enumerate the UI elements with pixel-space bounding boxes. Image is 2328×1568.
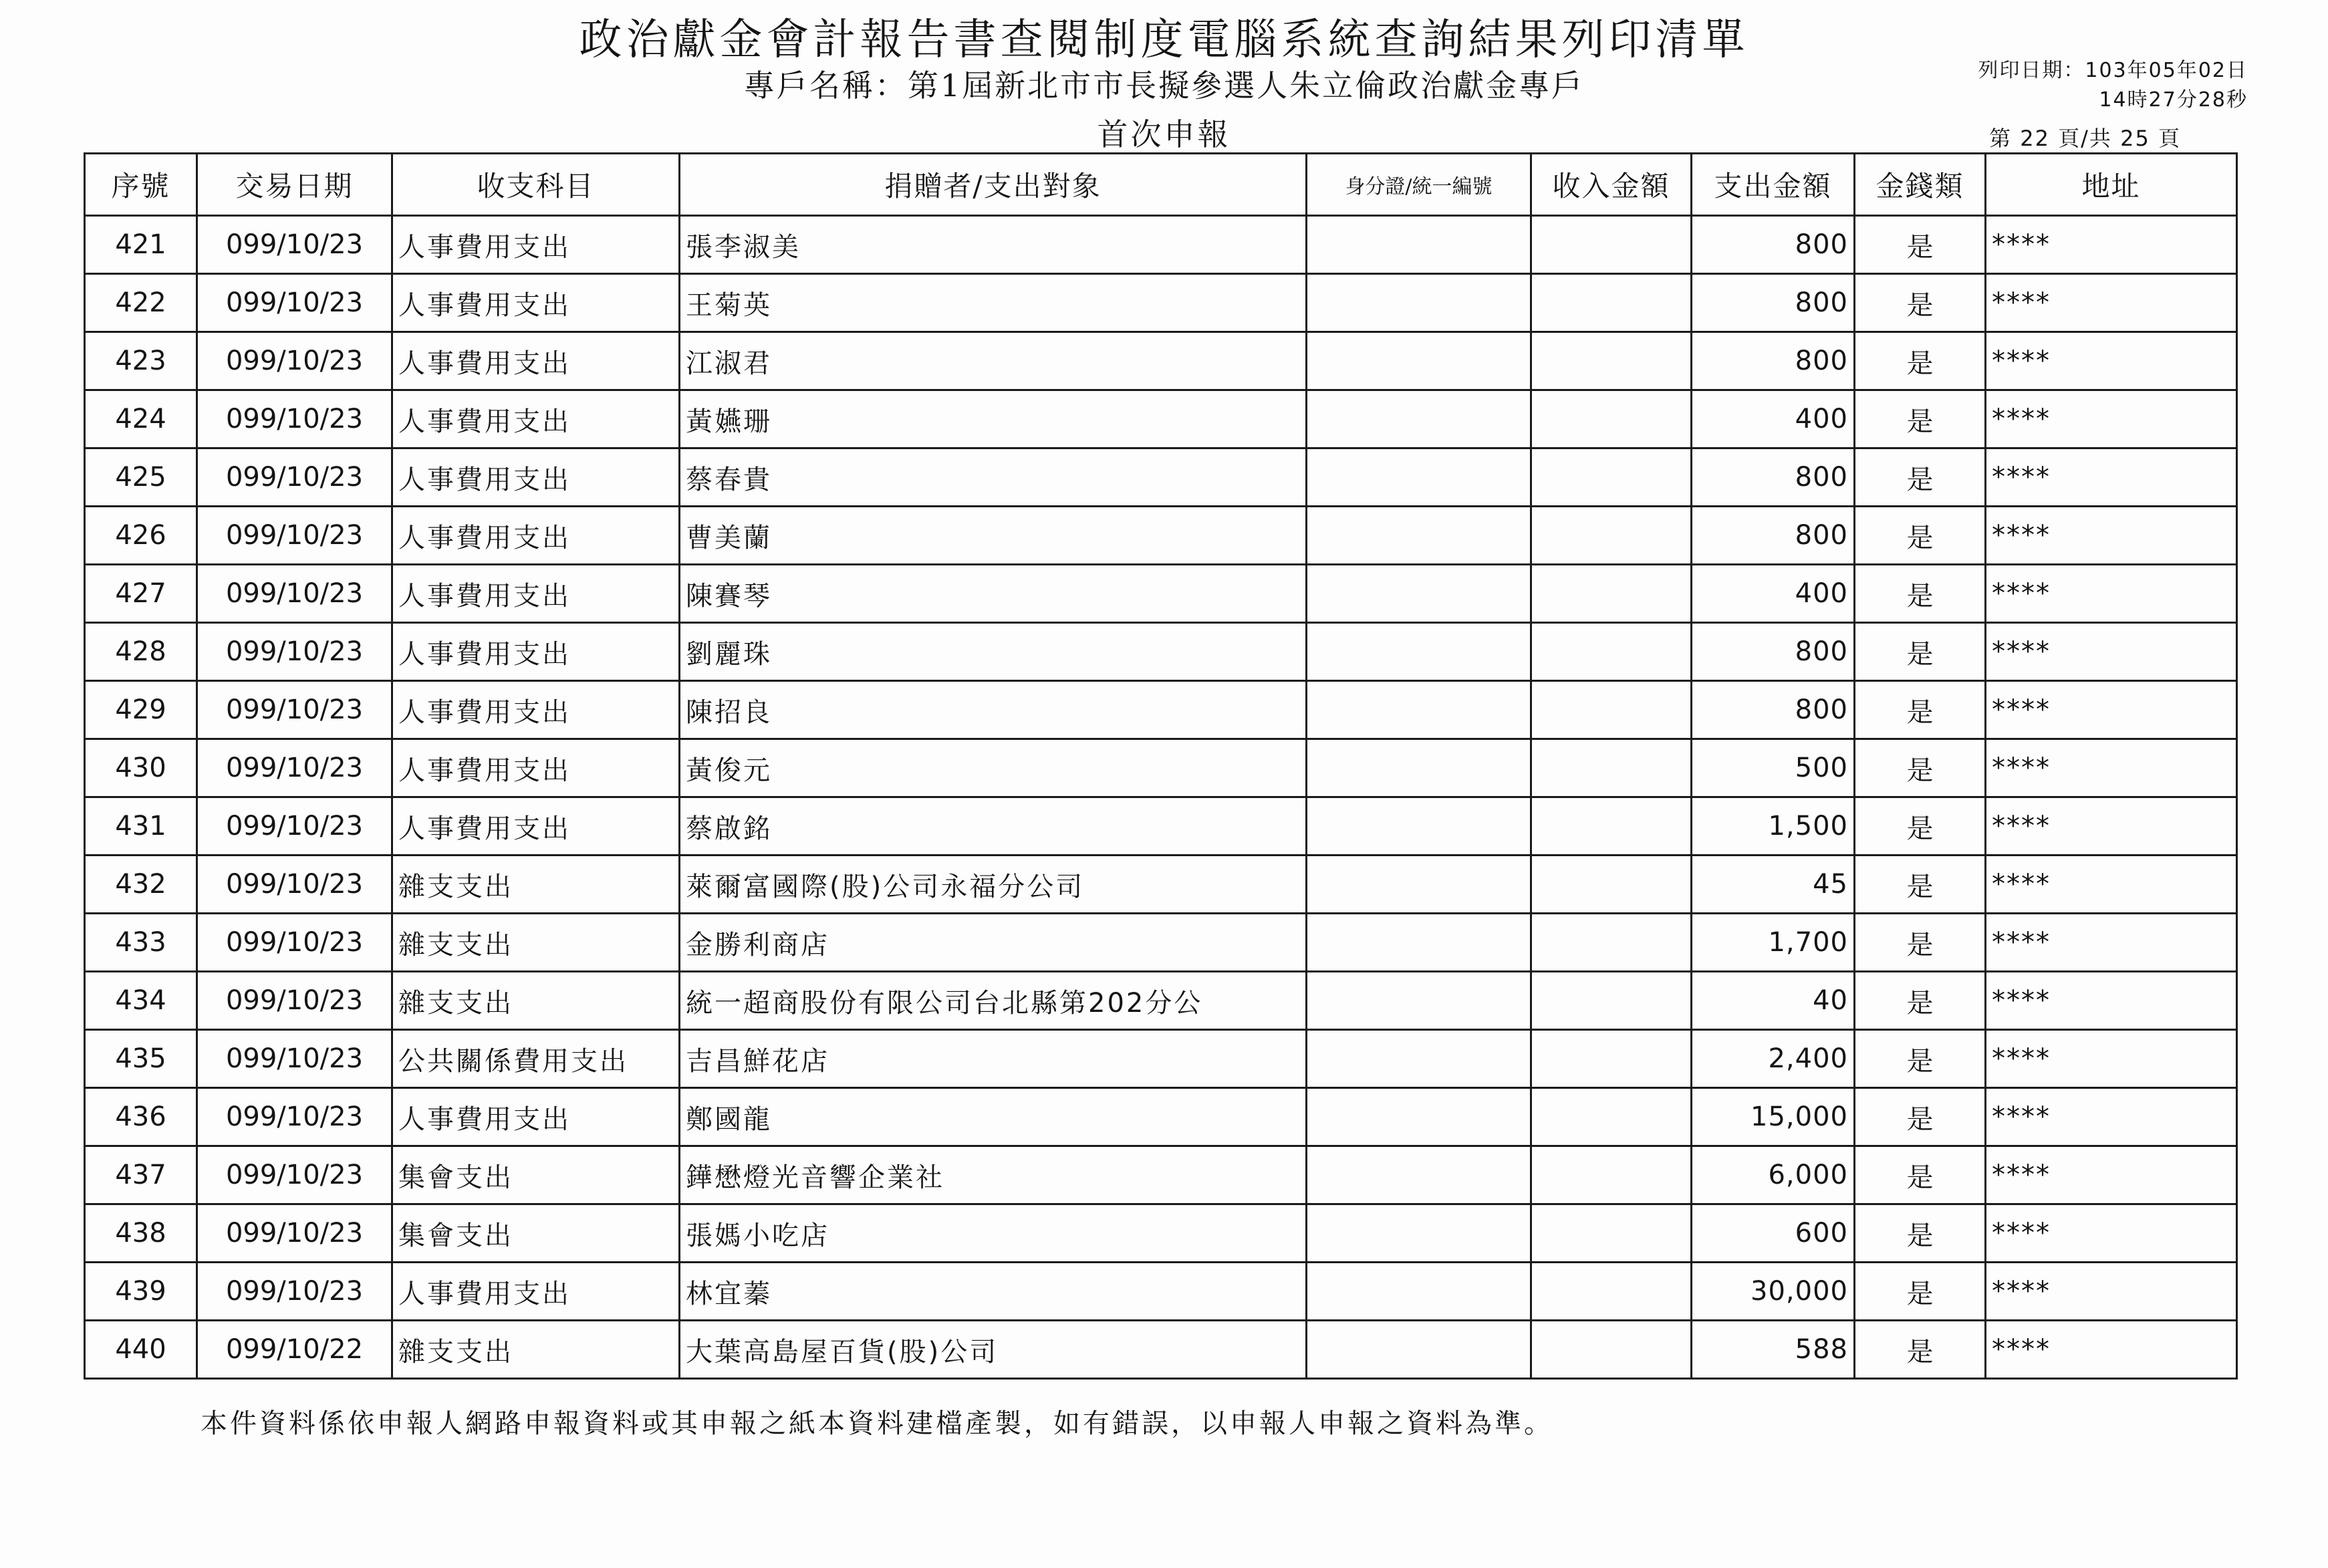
cell-category: 人事費用支出 xyxy=(392,216,680,274)
cell-id xyxy=(1307,565,1531,623)
cell-income xyxy=(1531,797,1692,856)
cell-seq: 421 xyxy=(85,216,197,274)
cell-seq: 425 xyxy=(85,448,197,507)
cell-income xyxy=(1531,332,1692,390)
cell-expense: 15,000 xyxy=(1692,1088,1855,1146)
cell-expense: 500 xyxy=(1692,739,1855,797)
cell-address: **** xyxy=(1986,1030,2237,1088)
table-row xyxy=(85,1204,2237,1263)
report-type: 首次申報 xyxy=(1097,116,1231,152)
cell-id xyxy=(1307,448,1531,507)
table-row xyxy=(85,623,2237,681)
cell-seq: 424 xyxy=(85,390,197,448)
cell-party: 大葉高島屋百貨(股)公司 xyxy=(680,1321,1307,1379)
cell-id xyxy=(1307,1088,1531,1146)
cell-monetary: 是 xyxy=(1855,1030,1986,1088)
table-row xyxy=(85,565,2237,623)
cell-category: 雜支支出 xyxy=(392,1321,680,1379)
cell-address: **** xyxy=(1986,1088,2237,1146)
cell-category: 集會支出 xyxy=(392,1204,680,1263)
cell-id xyxy=(1307,1204,1531,1263)
cell-income xyxy=(1531,1263,1692,1321)
column-header-date: 交易日期 xyxy=(197,154,392,216)
cell-date: 099/10/23 xyxy=(197,1263,392,1321)
cell-category: 人事費用支出 xyxy=(392,448,680,507)
cell-id xyxy=(1307,1263,1531,1321)
cell-seq: 434 xyxy=(85,972,197,1030)
cell-income xyxy=(1531,856,1692,914)
table-row xyxy=(85,1263,2237,1321)
cell-monetary: 是 xyxy=(1855,1146,1986,1204)
cell-income xyxy=(1531,216,1692,274)
cell-date: 099/10/23 xyxy=(197,972,392,1030)
cell-category: 人事費用支出 xyxy=(392,507,680,565)
cell-party: 劉麗珠 xyxy=(680,623,1307,681)
cell-id xyxy=(1307,914,1531,972)
print-date: 列印日期：103年05年02日 xyxy=(1978,59,2248,82)
cell-seq: 440 xyxy=(85,1321,197,1379)
cell-party: 黃俊元 xyxy=(680,739,1307,797)
cell-party: 鄭國龍 xyxy=(680,1088,1307,1146)
cell-id xyxy=(1307,856,1531,914)
cell-id xyxy=(1307,390,1531,448)
cell-date: 099/10/23 xyxy=(197,1204,392,1263)
table-row xyxy=(85,507,2237,565)
cell-address: **** xyxy=(1986,623,2237,681)
cell-date: 099/10/23 xyxy=(197,681,392,739)
table-row xyxy=(85,1030,2237,1088)
cell-category: 人事費用支出 xyxy=(392,274,680,332)
table-row xyxy=(85,972,2237,1030)
cell-expense: 600 xyxy=(1692,1204,1855,1263)
cell-seq: 422 xyxy=(85,274,197,332)
cell-seq: 435 xyxy=(85,1030,197,1088)
cell-category: 人事費用支出 xyxy=(392,390,680,448)
cell-party: 蔡啟銘 xyxy=(680,797,1307,856)
cell-address: **** xyxy=(1986,856,2237,914)
cell-date: 099/10/23 xyxy=(197,216,392,274)
cell-id xyxy=(1307,216,1531,274)
cell-id xyxy=(1307,623,1531,681)
column-header-seq: 序號 xyxy=(85,154,197,216)
cell-id xyxy=(1307,681,1531,739)
cell-party: 蔡春貴 xyxy=(680,448,1307,507)
table-row xyxy=(85,448,2237,507)
cell-monetary: 是 xyxy=(1855,565,1986,623)
cell-id xyxy=(1307,332,1531,390)
cell-party: 鏵懋燈光音響企業社 xyxy=(680,1146,1307,1204)
column-header-expense: 支出金額 xyxy=(1692,154,1855,216)
cell-id xyxy=(1307,1146,1531,1204)
cell-category: 雜支支出 xyxy=(392,972,680,1030)
table-row xyxy=(85,1146,2237,1204)
cell-address: **** xyxy=(1986,1321,2237,1379)
cell-monetary: 是 xyxy=(1855,914,1986,972)
table-row xyxy=(85,914,2237,972)
table-row xyxy=(85,332,2237,390)
cell-monetary: 是 xyxy=(1855,797,1986,856)
cell-date: 099/10/23 xyxy=(197,1146,392,1204)
cell-seq: 426 xyxy=(85,507,197,565)
cell-monetary: 是 xyxy=(1855,274,1986,332)
table-row xyxy=(85,216,2237,274)
cell-id xyxy=(1307,507,1531,565)
cell-expense: 800 xyxy=(1692,332,1855,390)
cell-seq: 432 xyxy=(85,856,197,914)
cell-income xyxy=(1531,1146,1692,1204)
cell-date: 099/10/23 xyxy=(197,390,392,448)
cell-party: 張媽小吃店 xyxy=(680,1204,1307,1263)
cell-seq: 429 xyxy=(85,681,197,739)
cell-expense: 800 xyxy=(1692,681,1855,739)
table-row xyxy=(85,1088,2237,1146)
cell-party: 黃嬿珊 xyxy=(680,390,1307,448)
cell-monetary: 是 xyxy=(1855,1088,1986,1146)
cell-category: 雜支支出 xyxy=(392,914,680,972)
cell-address: **** xyxy=(1986,274,2237,332)
cell-seq: 427 xyxy=(85,565,197,623)
cell-date: 099/10/23 xyxy=(197,914,392,972)
cell-expense: 800 xyxy=(1692,507,1855,565)
column-header-income: 收入金額 xyxy=(1531,154,1692,216)
cell-party: 陳招良 xyxy=(680,681,1307,739)
cell-monetary: 是 xyxy=(1855,448,1986,507)
cell-id xyxy=(1307,739,1531,797)
account-name: 專戶名稱：第1屆新北市市長擬參選人朱立倫政治獻金專戶 xyxy=(743,68,1585,104)
cell-party: 萊爾富國際(股)公司永福分公司 xyxy=(680,856,1307,914)
cell-income xyxy=(1531,914,1692,972)
cell-address: **** xyxy=(1986,972,2237,1030)
cell-address: **** xyxy=(1986,390,2237,448)
cell-expense: 2,400 xyxy=(1692,1030,1855,1088)
cell-monetary: 是 xyxy=(1855,1263,1986,1321)
cell-expense: 1,500 xyxy=(1692,797,1855,856)
cell-expense: 40 xyxy=(1692,972,1855,1030)
cell-address: **** xyxy=(1986,1146,2237,1204)
cell-category: 人事費用支出 xyxy=(392,1263,680,1321)
cell-party: 統一超商股份有限公司台北縣第202分公 xyxy=(680,972,1307,1030)
column-header-party: 捐贈者/支出對象 xyxy=(680,154,1307,216)
cell-id xyxy=(1307,797,1531,856)
cell-seq: 430 xyxy=(85,739,197,797)
table-header-row xyxy=(85,154,2237,216)
column-header-id: 身分證/統一編號 xyxy=(1307,154,1531,216)
cell-monetary: 是 xyxy=(1855,216,1986,274)
cell-date: 099/10/23 xyxy=(197,448,392,507)
cell-seq: 431 xyxy=(85,797,197,856)
cell-seq: 436 xyxy=(85,1088,197,1146)
cell-address: **** xyxy=(1986,1263,2237,1321)
cell-income xyxy=(1531,1088,1692,1146)
cell-address: **** xyxy=(1986,565,2237,623)
cell-date: 099/10/23 xyxy=(197,1030,392,1088)
cell-category: 集會支出 xyxy=(392,1146,680,1204)
table-row xyxy=(85,1321,2237,1379)
cell-income xyxy=(1531,274,1692,332)
cell-income xyxy=(1531,390,1692,448)
cell-address: **** xyxy=(1986,507,2237,565)
cell-income xyxy=(1531,1204,1692,1263)
cell-category: 人事費用支出 xyxy=(392,1088,680,1146)
table-row xyxy=(85,390,2237,448)
cell-monetary: 是 xyxy=(1855,623,1986,681)
cell-income xyxy=(1531,972,1692,1030)
cell-monetary: 是 xyxy=(1855,856,1986,914)
cell-address: **** xyxy=(1986,797,2237,856)
cell-seq: 439 xyxy=(85,1263,197,1321)
cell-date: 099/10/23 xyxy=(197,739,392,797)
cell-seq: 428 xyxy=(85,623,197,681)
column-header-monetary: 金錢類 xyxy=(1855,154,1986,216)
cell-income xyxy=(1531,623,1692,681)
cell-category: 人事費用支出 xyxy=(392,565,680,623)
cell-address: **** xyxy=(1986,739,2237,797)
cell-category: 雜支支出 xyxy=(392,856,680,914)
column-header-address: 地址 xyxy=(1986,154,2237,216)
cell-monetary: 是 xyxy=(1855,507,1986,565)
cell-income xyxy=(1531,507,1692,565)
cell-expense: 1,700 xyxy=(1692,914,1855,972)
cell-monetary: 是 xyxy=(1855,390,1986,448)
cell-party: 陳賽琴 xyxy=(680,565,1307,623)
cell-address: **** xyxy=(1986,681,2237,739)
cell-address: **** xyxy=(1986,332,2237,390)
cell-date: 099/10/23 xyxy=(197,1088,392,1146)
table-row xyxy=(85,274,2237,332)
cell-income xyxy=(1531,448,1692,507)
cell-party: 吉昌鮮花店 xyxy=(680,1030,1307,1088)
cell-income xyxy=(1531,565,1692,623)
cell-expense: 45 xyxy=(1692,856,1855,914)
cell-seq: 433 xyxy=(85,914,197,972)
table-row xyxy=(85,797,2237,856)
cell-address: **** xyxy=(1986,914,2237,972)
cell-date: 099/10/23 xyxy=(197,507,392,565)
cell-monetary: 是 xyxy=(1855,739,1986,797)
cell-expense: 588 xyxy=(1692,1321,1855,1379)
cell-category: 公共關係費用支出 xyxy=(392,1030,680,1088)
cell-date: 099/10/23 xyxy=(197,565,392,623)
cell-party: 林宜蓁 xyxy=(680,1263,1307,1321)
cell-category: 人事費用支出 xyxy=(392,623,680,681)
cell-expense: 30,000 xyxy=(1692,1263,1855,1321)
cell-income xyxy=(1531,1030,1692,1088)
cell-address: **** xyxy=(1986,1204,2237,1263)
page-title: 政治獻金會計報告書查閱制度電腦系統查詢結果列印清單 xyxy=(579,15,1749,65)
cell-date: 099/10/23 xyxy=(197,623,392,681)
cell-id xyxy=(1307,972,1531,1030)
cell-party: 金勝利商店 xyxy=(680,914,1307,972)
cell-category: 人事費用支出 xyxy=(392,797,680,856)
cell-expense: 6,000 xyxy=(1692,1146,1855,1204)
cell-party: 張李淑美 xyxy=(680,216,1307,274)
cell-expense: 800 xyxy=(1692,216,1855,274)
cell-date: 099/10/23 xyxy=(197,274,392,332)
cell-party: 曹美蘭 xyxy=(680,507,1307,565)
cell-party: 王菊英 xyxy=(680,274,1307,332)
cell-expense: 800 xyxy=(1692,448,1855,507)
cell-date: 099/10/23 xyxy=(197,332,392,390)
cell-id xyxy=(1307,1321,1531,1379)
cell-party: 江淑君 xyxy=(680,332,1307,390)
column-header-category: 收支科目 xyxy=(392,154,680,216)
cell-expense: 800 xyxy=(1692,623,1855,681)
cell-address: **** xyxy=(1986,448,2237,507)
cell-date: 099/10/23 xyxy=(197,856,392,914)
cell-income xyxy=(1531,681,1692,739)
cell-id xyxy=(1307,1030,1531,1088)
cell-expense: 400 xyxy=(1692,390,1855,448)
cell-monetary: 是 xyxy=(1855,1321,1986,1379)
cell-address: **** xyxy=(1986,216,2237,274)
cell-monetary: 是 xyxy=(1855,681,1986,739)
cell-expense: 400 xyxy=(1692,565,1855,623)
cell-monetary: 是 xyxy=(1855,1204,1986,1263)
cell-category: 人事費用支出 xyxy=(392,332,680,390)
table-row xyxy=(85,739,2237,797)
cell-category: 人事費用支出 xyxy=(392,739,680,797)
cell-date: 099/10/23 xyxy=(197,797,392,856)
print-time: 14時27分28秒 xyxy=(2099,88,2248,112)
cell-income xyxy=(1531,1321,1692,1379)
page-number: 第 22 頁/共 25 頁 xyxy=(1989,126,2181,151)
cell-seq: 437 xyxy=(85,1146,197,1204)
cell-seq: 438 xyxy=(85,1204,197,1263)
cell-expense: 800 xyxy=(1692,274,1855,332)
cell-income xyxy=(1531,739,1692,797)
ledger-body xyxy=(85,216,2237,1379)
cell-category: 人事費用支出 xyxy=(392,681,680,739)
cell-seq: 423 xyxy=(85,332,197,390)
footer-note: 本件資料係依申報人網路申報資料或其申報之紙本資料建檔產製，如有錯誤，以申報人申報之資料為準。 xyxy=(201,1408,1553,1439)
cell-monetary: 是 xyxy=(1855,972,1986,1030)
table-row xyxy=(85,681,2237,739)
cell-id xyxy=(1307,274,1531,332)
table-row xyxy=(85,856,2237,914)
cell-monetary: 是 xyxy=(1855,332,1986,390)
ledger-table xyxy=(84,152,2238,1380)
cell-date: 099/10/22 xyxy=(197,1321,392,1379)
